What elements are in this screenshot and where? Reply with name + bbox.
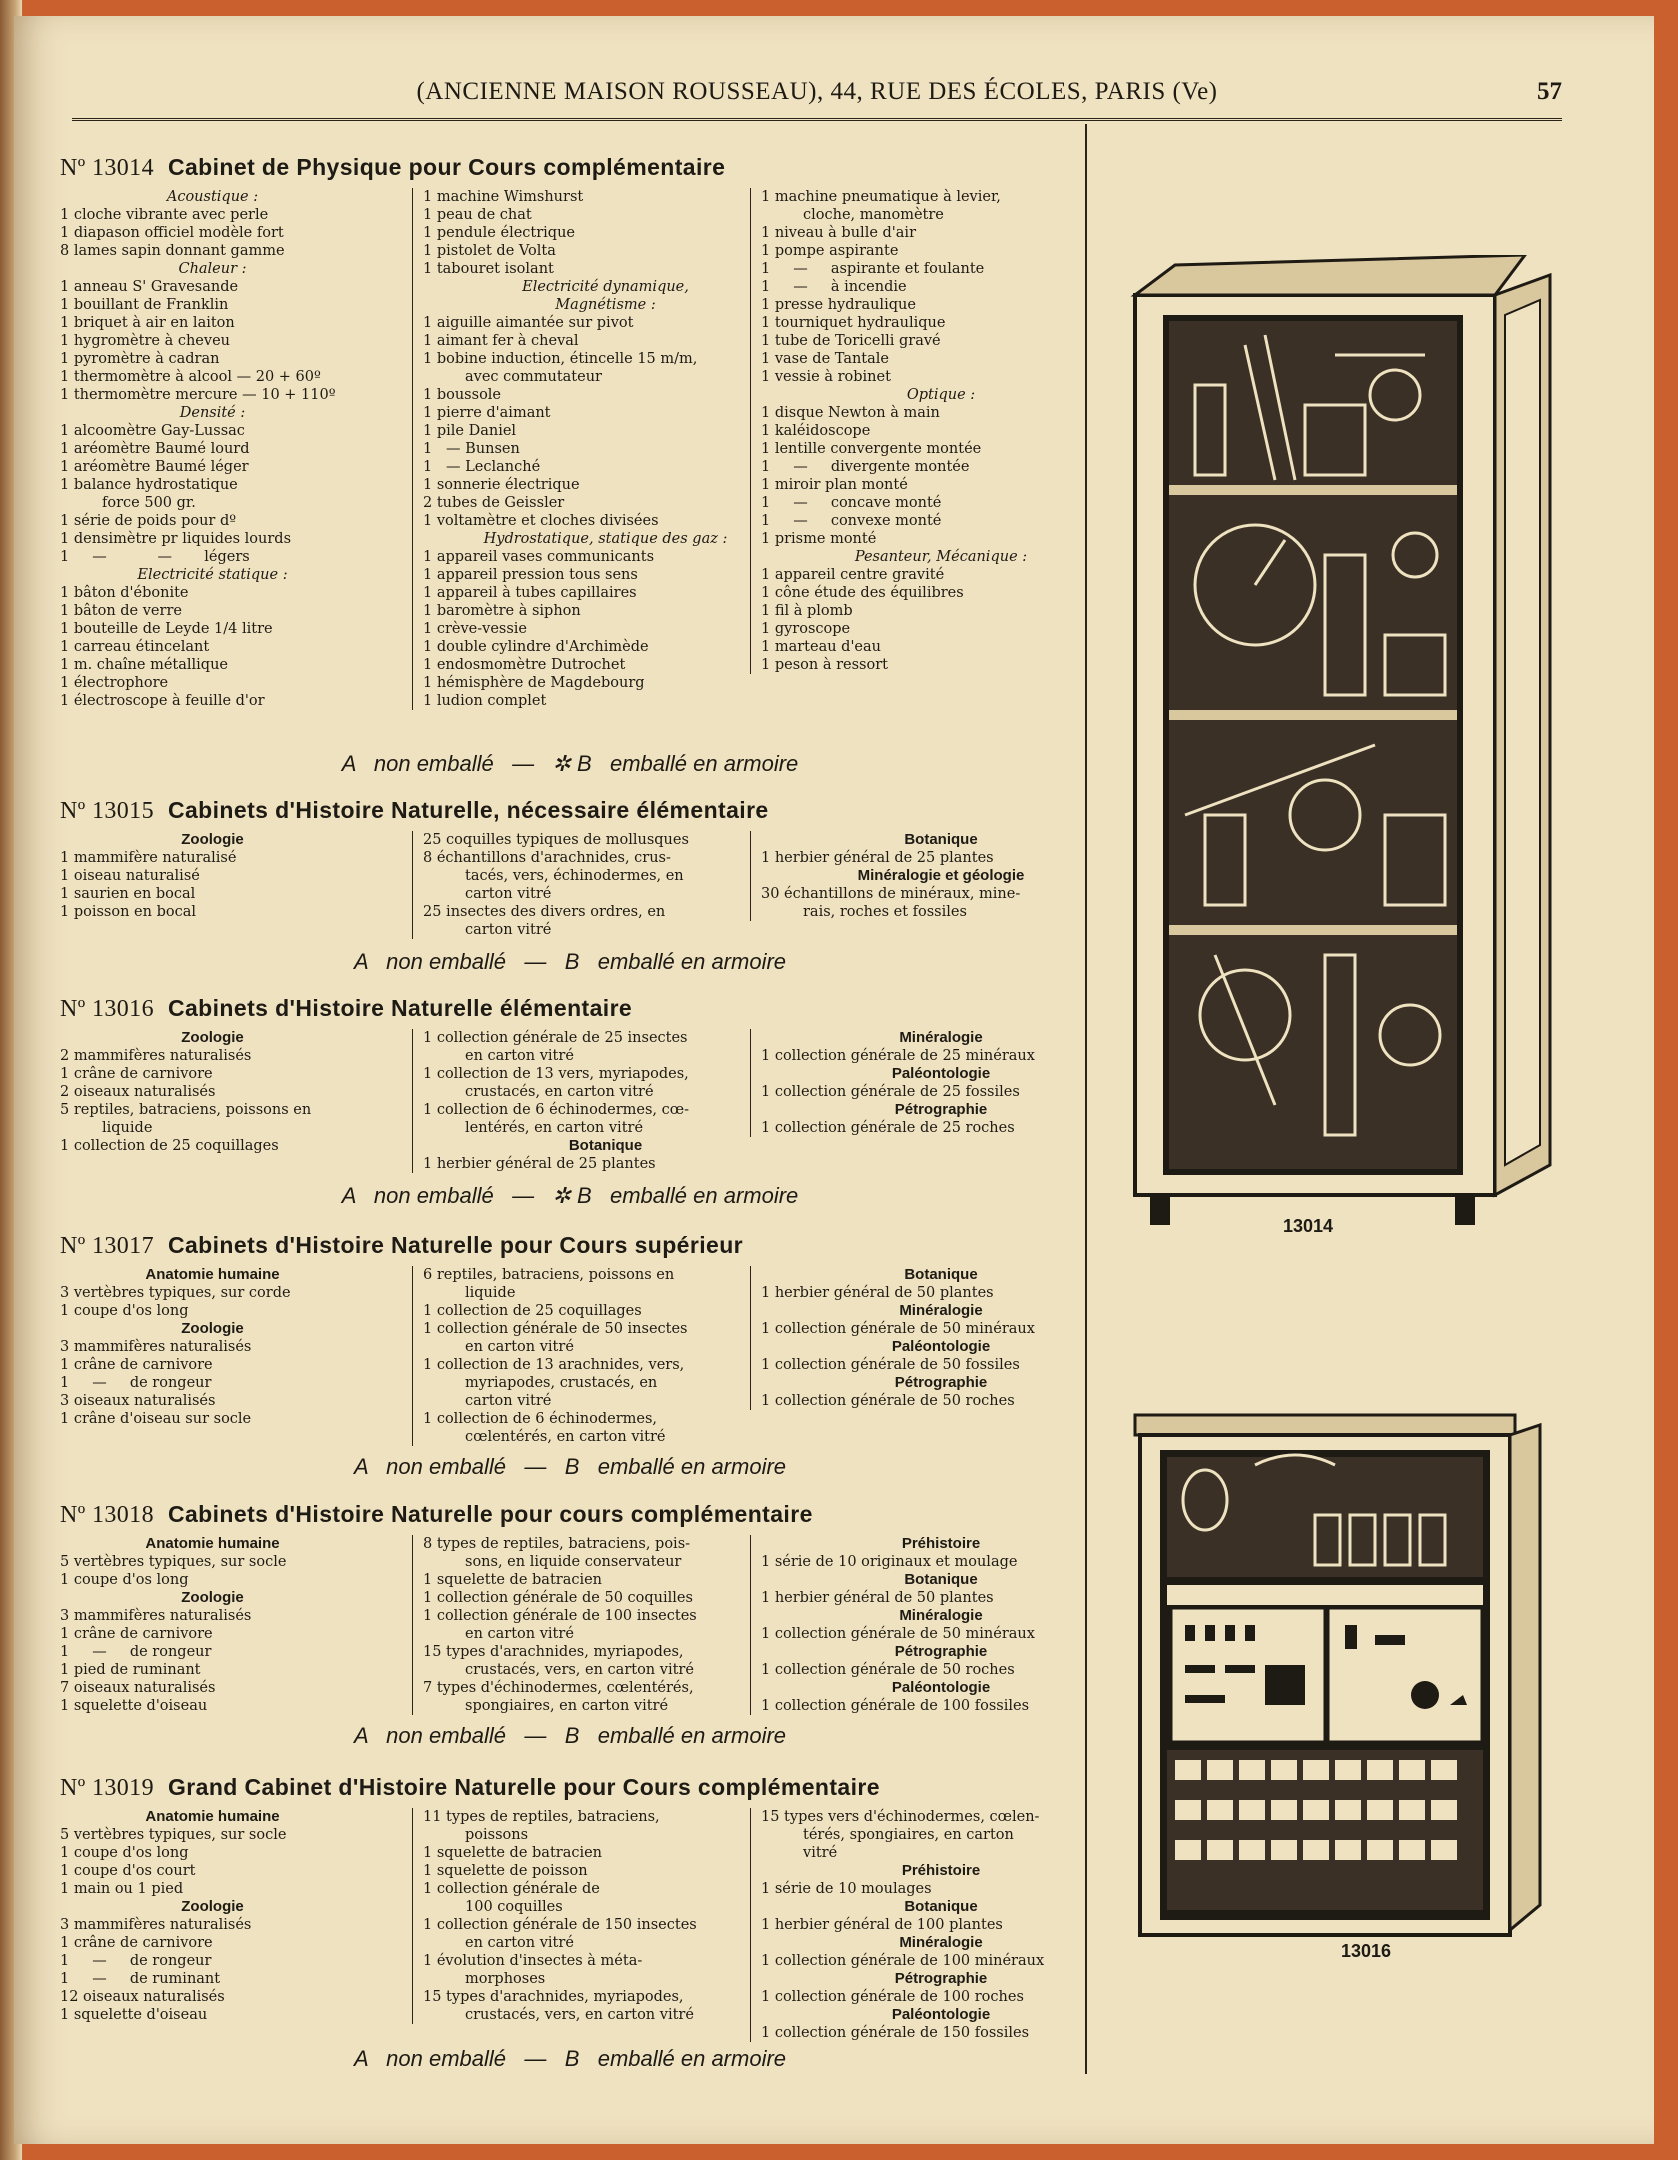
- list-item: 1 collection générale de 150 fossiles: [761, 2025, 1030, 2041]
- category-heading: Minéralogie: [899, 1607, 983, 1624]
- list-item: 1 collection générale de: [423, 1881, 600, 1897]
- entry-name: Cabinets d'Histoire Naturelle pour Cours supérieur: [167, 1232, 744, 1258]
- list-item: 1 marteau d'eau: [761, 639, 881, 655]
- list-item: 1 gyroscope: [761, 621, 851, 637]
- page-number: 57: [1537, 78, 1562, 105]
- figure-caption-13016: 13016: [1341, 1941, 1392, 1961]
- list-item: 1 densimètre pr liquides lourds: [60, 531, 292, 547]
- category-heading: Pétrographie: [894, 1643, 988, 1660]
- entry-column-2: [412, 1808, 788, 2024]
- entry-name: Cabinets d'Histoire Naturelle pour cours complémentaire: [167, 1501, 813, 1527]
- entry-title: [60, 1774, 1080, 1802]
- category-heading: Pétrographie: [894, 1374, 988, 1391]
- list-item: 1 crâne de carnivore: [60, 1357, 213, 1373]
- list-item: 1 bâton d'ébonite: [60, 585, 189, 601]
- catalog-entry-13017: [60, 1232, 1080, 1479]
- item-continuation: carton vitré: [465, 886, 552, 902]
- list-item: 1 tourniquet hydraulique: [761, 315, 946, 331]
- list-item: 1 série de poids pour dº: [60, 513, 237, 529]
- list-item: 15 types d'arachnides, myriapodes,: [423, 1644, 684, 1660]
- item-continuation: carton vitré: [465, 922, 552, 938]
- entry-price-options: A non emballé — ✲ B emballé en armoire: [341, 751, 799, 776]
- list-item: 1 pyromètre à cadran: [60, 351, 220, 367]
- entry-number: Nº 13014: [60, 155, 154, 181]
- item-continuation: crustacés, vers, en carton vitré: [465, 2007, 694, 2023]
- list-item: 1 cône étude des équilibres: [761, 585, 964, 601]
- list-item: 5 vertèbres typiques, sur socle: [60, 1827, 287, 1843]
- entry-number: Nº 13019: [60, 1775, 154, 1801]
- list-item: 1 collection de 6 échinodermes, cœ-: [423, 1102, 689, 1118]
- list-item: 7 oiseaux naturalisés: [60, 1680, 216, 1696]
- list-item: 1 aiguille aimantée sur pivot: [423, 315, 634, 331]
- item-continuation: 100 coquilles: [465, 1899, 563, 1915]
- item-continuation: crustacés, vers, en carton vitré: [465, 1662, 694, 1678]
- entry-price-options: A non emballé — B emballé en armoire: [353, 949, 787, 974]
- list-item: 8 échantillons d'arachnides, crus-: [423, 850, 671, 866]
- list-item: 5 vertèbres typiques, sur socle: [60, 1554, 287, 1570]
- item-continuation: myriapodes, crustacés, en: [465, 1375, 658, 1391]
- category-heading: Pétrographie: [894, 1970, 988, 1987]
- list-item: 1 crève-vessie: [423, 621, 528, 637]
- list-item: 1 bobine induction, étincelle 15 m/m,: [423, 351, 698, 367]
- category-heading: Minéralogie: [899, 1029, 983, 1046]
- category-heading: Hydrostatique, statique des gaz :: [483, 531, 728, 547]
- list-item: 1 — à incendie: [761, 279, 907, 295]
- entry-column-2: [412, 188, 788, 710]
- entry-column-1: [60, 831, 365, 921]
- list-item: 1 saurien en bocal: [60, 886, 196, 902]
- list-item: 1 aréomètre Baumé lourd: [60, 441, 250, 457]
- list-item: 25 coquilles typiques de mollusques: [423, 832, 689, 848]
- list-item: 1 crâne de carnivore: [60, 1626, 213, 1642]
- catalog-entry-13018: [60, 1501, 1080, 1748]
- list-item: 1 collection générale de 50 minéraux: [761, 1626, 1035, 1642]
- list-item: 1 balance hydrostatique: [60, 477, 238, 493]
- category-heading: Minéralogie: [899, 1934, 983, 1951]
- category-heading: Magnétisme :: [555, 297, 656, 313]
- catalog-entry-13014: [60, 154, 1080, 776]
- list-item: 1 kaléidoscope: [761, 423, 871, 439]
- list-item: 25 insectes des divers ordres, en: [423, 904, 666, 920]
- list-item: 1 collection générale de 25 insectes: [423, 1030, 688, 1046]
- list-item: 1 poisson en bocal: [60, 904, 196, 920]
- catalog-entry-13016: [60, 995, 1080, 1208]
- list-item: 1 squelette de batracien: [423, 1845, 603, 1861]
- list-item: 1 — Leclanché: [423, 459, 541, 475]
- entry-price-options: A non emballé — ✲ B emballé en armoire: [341, 1183, 799, 1208]
- list-item: 1 — — légers: [60, 549, 250, 565]
- list-item: 1 — convexe monté: [761, 513, 942, 529]
- list-item: 2 oiseaux naturalisés: [60, 1084, 216, 1100]
- item-continuation: spongiaires, en carton vitré: [465, 1698, 669, 1714]
- list-item: 1 anneau S' Gravesande: [60, 279, 239, 295]
- list-item: 1 coupe d'os long: [60, 1845, 189, 1861]
- list-item: 1 collection générale de 50 roches: [761, 1662, 1015, 1678]
- list-item: 1 thermomètre à alcool — 20 + 60º: [60, 369, 321, 385]
- list-item: 15 types d'arachnides, myriapodes,: [423, 1989, 684, 2005]
- list-item: 1 — de rongeur: [60, 1953, 212, 1969]
- list-item: 1 collection générale de 100 insectes: [423, 1608, 697, 1624]
- list-item: 1 électroscope à feuille d'or: [60, 693, 265, 709]
- category-heading: Minéralogie: [899, 1302, 983, 1319]
- list-item: 15 types vers d'échinodermes, cœlen-: [761, 1809, 1040, 1825]
- category-heading: Optique :: [906, 387, 976, 403]
- list-item: 1 niveau à bulle d'air: [761, 225, 916, 241]
- category-heading: Anatomie humaine: [145, 1535, 280, 1552]
- list-item: 1 aimant fer à cheval: [423, 333, 579, 349]
- list-item: 1 série de 10 moulages: [761, 1881, 932, 1897]
- list-item: 1 collection générale de 100 minéraux: [761, 1953, 1045, 1969]
- item-continuation: en carton vitré: [465, 1626, 574, 1642]
- entry-number: Nº 13016: [60, 996, 154, 1022]
- entry-title: [60, 995, 1080, 1023]
- category-heading: Paléontologie: [891, 1679, 991, 1696]
- item-continuation: cœlentérés, en carton vitré: [465, 1429, 666, 1445]
- list-item: 1 voltamètre et cloches divisées: [423, 513, 659, 529]
- entry-title: [60, 797, 1080, 825]
- category-heading: Anatomie humaine: [145, 1808, 280, 1825]
- list-item: 1 crâne de carnivore: [60, 1066, 213, 1082]
- entry-column-2: [412, 1535, 788, 1715]
- list-item: 1 appareil à tubes capillaires: [423, 585, 637, 601]
- list-item: 1 collection de 6 échinodermes,: [423, 1411, 658, 1427]
- list-item: 1 collection générale de 25 fossiles: [761, 1084, 1020, 1100]
- list-item: 1 carreau étincelant: [60, 639, 210, 655]
- list-item: 1 — de rongeur: [60, 1644, 212, 1660]
- category-heading: Botanique: [904, 1571, 978, 1588]
- list-item: 1 alcoomètre Gay-Lussac: [60, 423, 245, 439]
- category-heading: Acoustique :: [166, 189, 259, 205]
- category-heading: Electricité dynamique,: [522, 279, 689, 295]
- list-item: 1 collection générale de 50 roches: [761, 1393, 1015, 1409]
- list-item: 5 reptiles, batraciens, poissons en: [60, 1102, 312, 1118]
- list-item: 1 oiseau naturalisé: [60, 868, 200, 884]
- list-item: 1 main ou 1 pied: [60, 1881, 184, 1897]
- entry-name: Cabinets d'Histoire Naturelle, nécessaire élémentaire: [167, 797, 769, 823]
- category-heading: Electricité statique :: [137, 567, 288, 583]
- list-item: 1 série de 10 originaux et moulage: [761, 1554, 1018, 1570]
- entry-column-1: [60, 188, 365, 710]
- list-item: 1 pistolet de Volta: [423, 243, 556, 259]
- item-continuation: térés, spongiaires, en carton: [803, 1827, 1014, 1843]
- list-item: 1 peau de chat: [423, 207, 532, 223]
- list-item: 1 appareil pression tous sens: [423, 567, 638, 583]
- item-continuation: sons, en liquide conservateur: [465, 1554, 682, 1570]
- entry-column-3: [750, 1808, 1121, 2042]
- category-heading: Paléontologie: [891, 1065, 991, 1082]
- list-item: 30 échantillons de minéraux, mine-: [761, 886, 1021, 902]
- list-item: 1 appareil centre gravité: [761, 567, 945, 583]
- list-item: 1 — aspirante et foulante: [761, 261, 985, 277]
- list-item: 1 tube de Toricelli gravé: [761, 333, 941, 349]
- list-item: 1 collection de 25 coquillages: [423, 1303, 642, 1319]
- category-heading: Botanique: [904, 831, 978, 848]
- category-heading: Botanique: [904, 1266, 978, 1283]
- category-heading: Paléontologie: [891, 1338, 991, 1355]
- category-heading: Zoologie: [181, 1589, 244, 1606]
- entry-price-options: A non emballé — B emballé en armoire: [353, 2046, 787, 2071]
- category-heading: Préhistoire: [901, 1535, 981, 1552]
- list-item: 1 boussole: [423, 387, 502, 403]
- list-item: 1 coupe d'os long: [60, 1303, 189, 1319]
- item-continuation: tacés, vers, échinodermes, en: [465, 868, 684, 884]
- list-item: 1 herbier général de 100 plantes: [761, 1917, 1003, 1933]
- list-item: 1 — divergente montée: [761, 459, 970, 475]
- entry-price-options: A non emballé — B emballé en armoire: [353, 1723, 787, 1748]
- list-item: 12 oiseaux naturalisés: [60, 1989, 225, 2005]
- list-item: 1 pile Daniel: [423, 423, 517, 439]
- item-continuation: crustacés, en carton vitré: [465, 1084, 654, 1100]
- list-item: 1 peson à ressort: [761, 657, 888, 673]
- list-item: 1 pendule électrique: [423, 225, 576, 241]
- entry-column-3: [750, 188, 1121, 674]
- entry-column-1: [60, 1808, 365, 2024]
- natural-history-cabinet-illustration: [1125, 1405, 1545, 1950]
- list-item: 1 collection de 25 coquillages: [60, 1138, 279, 1154]
- entry-column-2: [412, 1266, 788, 1446]
- list-item: 1 squelette d'oiseau: [60, 1698, 208, 1714]
- list-item: 1 fil à plomb: [761, 603, 853, 619]
- physics-cabinet-illustration: [1125, 255, 1565, 1230]
- list-item: 1 prisme monté: [761, 531, 877, 547]
- figure-caption-13014: 13014: [1283, 1216, 1334, 1236]
- list-item: 3 mammifères naturalisés: [60, 1339, 252, 1355]
- entry-number: Nº 13015: [60, 798, 154, 824]
- item-continuation: cloche, manomètre: [803, 207, 944, 223]
- entry-column-3: [750, 831, 1121, 921]
- entry-number: Nº 13017: [60, 1233, 154, 1259]
- item-continuation: morphoses: [465, 1971, 546, 1987]
- list-item: 1 briquet à air en laiton: [60, 315, 235, 331]
- entry-name: Grand Cabinet d'Histoire Naturelle pour Cours complémentaire: [167, 1774, 880, 1800]
- entry-title: [60, 1232, 1080, 1260]
- list-item: 1 ludion complet: [423, 693, 547, 709]
- entry-column-2: [412, 1029, 788, 1173]
- item-continuation: vitré: [803, 1845, 838, 1861]
- list-item: 8 lames sapin donnant gamme: [60, 243, 285, 259]
- entry-column-1: [60, 1535, 365, 1715]
- entry-price-options: A non emballé — B emballé en armoire: [353, 1454, 787, 1479]
- list-item: 1 collection générale de 50 minéraux: [761, 1321, 1035, 1337]
- list-item: 1 coupe d'os long: [60, 1572, 189, 1588]
- list-item: 1 cloche vibrante avec perle: [60, 207, 269, 223]
- list-item: 7 types d'échinodermes, cœlentérés,: [423, 1680, 694, 1696]
- entry-column-3: [750, 1535, 1121, 1715]
- category-heading: Zoologie: [181, 1029, 244, 1046]
- list-item: 1 tabouret isolant: [423, 261, 554, 277]
- list-item: 3 mammifères naturalisés: [60, 1917, 252, 1933]
- list-item: 1 squelette de poisson: [423, 1863, 588, 1879]
- item-continuation: liquide: [102, 1120, 153, 1136]
- list-item: 3 oiseaux naturalisés: [60, 1393, 216, 1409]
- list-item: 1 herbier général de 50 plantes: [761, 1590, 994, 1606]
- list-item: 1 m. chaîne métallique: [60, 657, 228, 673]
- list-item: 1 disque Newton à main: [761, 405, 940, 421]
- list-item: 1 herbier général de 25 plantes: [761, 850, 994, 866]
- entry-column-1: [60, 1266, 365, 1428]
- list-item: 1 collection de 13 arachnides, vers,: [423, 1357, 685, 1373]
- item-continuation: avec commutateur: [465, 369, 602, 385]
- list-item: 1 double cylindre d'Archimède: [423, 639, 649, 655]
- entry-title: [60, 1501, 1080, 1529]
- list-item: 1 pied de ruminant: [60, 1662, 201, 1678]
- list-item: 1 vessie à robinet: [761, 369, 891, 385]
- list-item: 1 aréomètre Baumé léger: [60, 459, 249, 475]
- list-item: 1 — Bunsen: [423, 441, 520, 457]
- category-heading: Pesanteur, Mécanique :: [854, 549, 1028, 565]
- category-heading: Botanique: [568, 1137, 643, 1154]
- list-item: 3 mammifères naturalisés: [60, 1608, 252, 1624]
- list-item: 1 hygromètre à cheveu: [60, 333, 230, 349]
- list-item: 1 machine pneumatique à levier,: [761, 189, 1001, 205]
- list-item: 1 collection générale de 50 fossiles: [761, 1357, 1020, 1373]
- list-item: 1 collection générale de 100 fossiles: [761, 1698, 1030, 1714]
- list-item: 1 thermomètre mercure — 10 + 110º: [60, 387, 336, 403]
- list-item: 1 lentille convergente montée: [761, 441, 982, 457]
- list-item: 2 mammifères naturalisés: [60, 1048, 252, 1064]
- category-heading: Zoologie: [181, 1898, 244, 1915]
- category-heading: Paléontologie: [891, 2006, 991, 2023]
- category-heading: Chaleur :: [178, 261, 247, 277]
- list-item: 1 appareil vases communicants: [423, 549, 655, 565]
- list-item: 1 vase de Tantale: [761, 351, 889, 367]
- list-item: 1 bâton de verre: [60, 603, 182, 619]
- list-item: 1 électrophore: [60, 675, 169, 691]
- item-continuation: rais, roches et fossiles: [803, 904, 967, 920]
- list-item: 1 herbier général de 25 plantes: [423, 1156, 656, 1172]
- entry-title: [60, 154, 1080, 182]
- catalog-entry-13019: [60, 1774, 1080, 2071]
- list-item: 1 bouillant de Franklin: [60, 297, 229, 313]
- category-heading: Préhistoire: [901, 1862, 981, 1879]
- list-item: 1 crâne d'oiseau sur socle: [60, 1411, 252, 1427]
- item-continuation: en carton vitré: [465, 1339, 574, 1355]
- category-heading: Anatomie humaine: [145, 1266, 280, 1283]
- list-item: 1 collection générale de 50 coquilles: [423, 1590, 693, 1606]
- list-item: 1 évolution d'insectes à méta-: [423, 1953, 643, 1969]
- category-heading: Minéralogie et géologie: [857, 867, 1025, 884]
- category-heading: Zoologie: [181, 831, 244, 848]
- list-item: 1 collection générale de 50 insectes: [423, 1321, 688, 1337]
- list-item: 1 miroir plan monté: [761, 477, 908, 493]
- list-item: 1 endosmomètre Dutrochet: [423, 657, 626, 673]
- list-item: 1 collection générale de 100 roches: [761, 1989, 1024, 2005]
- list-item: 1 coupe d'os court: [60, 1863, 196, 1879]
- list-item: 3 vertèbres typiques, sur corde: [60, 1285, 291, 1301]
- item-continuation: carton vitré: [465, 1393, 552, 1409]
- page-header: [72, 78, 1562, 121]
- item-continuation: en carton vitré: [465, 1048, 574, 1064]
- header-address: (ANCIENNE MAISON ROUSSEAU), 44, RUE DES ÉCOLES, PARIS (Ve): [416, 78, 1218, 105]
- category-heading: Densité :: [179, 405, 246, 421]
- entry-name: Cabinets d'Histoire Naturelle élémentaire: [167, 995, 633, 1021]
- item-continuation: liquide: [465, 1285, 516, 1301]
- list-item: 1 — concave monté: [761, 495, 942, 511]
- list-item: 1 pompe aspirante: [761, 243, 899, 259]
- category-heading: Botanique: [904, 1898, 978, 1915]
- list-item: 1 herbier général de 50 plantes: [761, 1285, 994, 1301]
- list-item: 1 collection générale de 25 roches: [761, 1120, 1015, 1136]
- list-item: 2 tubes de Geissler: [423, 495, 565, 511]
- item-continuation: lentérés, en carton vitré: [465, 1120, 644, 1136]
- entry-column-1: [60, 1029, 365, 1155]
- list-item: 1 sonnerie électrique: [423, 477, 580, 493]
- list-item: 1 bouteille de Leyde 1/4 litre: [60, 621, 273, 637]
- category-heading: Pétrographie: [894, 1101, 988, 1118]
- list-item: 1 baromètre à siphon: [423, 603, 581, 619]
- list-item: 1 crâne de carnivore: [60, 1935, 213, 1951]
- entry-column-3: [750, 1266, 1121, 1410]
- catalog-entry-13015: [60, 797, 1080, 974]
- item-continuation: en carton vitré: [465, 1935, 574, 1951]
- item-continuation: poissons: [465, 1827, 529, 1843]
- list-item: 1 pierre d'aimant: [423, 405, 551, 421]
- entry-name: Cabinet de Physique pour Cours complémentaire: [167, 154, 726, 180]
- list-item: 1 collection générale de 25 minéraux: [761, 1048, 1035, 1064]
- list-item: 1 collection de 13 vers, myriapodes,: [423, 1066, 689, 1082]
- list-item: 1 — de ruminant: [60, 1971, 221, 1987]
- entry-column-3: [750, 1029, 1121, 1137]
- entry-column-2: [412, 831, 788, 939]
- list-item: 1 — de rongeur: [60, 1375, 212, 1391]
- list-item: 1 squelette de batracien: [423, 1572, 603, 1588]
- list-item: 6 reptiles, batraciens, poissons en: [423, 1267, 675, 1283]
- list-item: 1 machine Wimshurst: [423, 189, 584, 205]
- item-continuation: force 500 gr.: [102, 495, 196, 511]
- list-item: 1 collection générale de 150 insectes: [423, 1917, 697, 1933]
- list-item: 1 mammifère naturalisé: [60, 850, 237, 866]
- list-item: 1 diapason officiel modèle fort: [60, 225, 284, 241]
- entry-number: Nº 13018: [60, 1502, 154, 1528]
- category-heading: Zoologie: [181, 1320, 244, 1337]
- list-item: 11 types de reptiles, batraciens,: [423, 1809, 660, 1825]
- list-item: 1 squelette d'oiseau: [60, 2007, 208, 2023]
- list-item: 8 types de reptiles, batraciens, pois-: [423, 1536, 691, 1552]
- list-item: 1 presse hydraulique: [761, 297, 916, 313]
- list-item: 1 hémisphère de Magdebourg: [423, 675, 645, 691]
